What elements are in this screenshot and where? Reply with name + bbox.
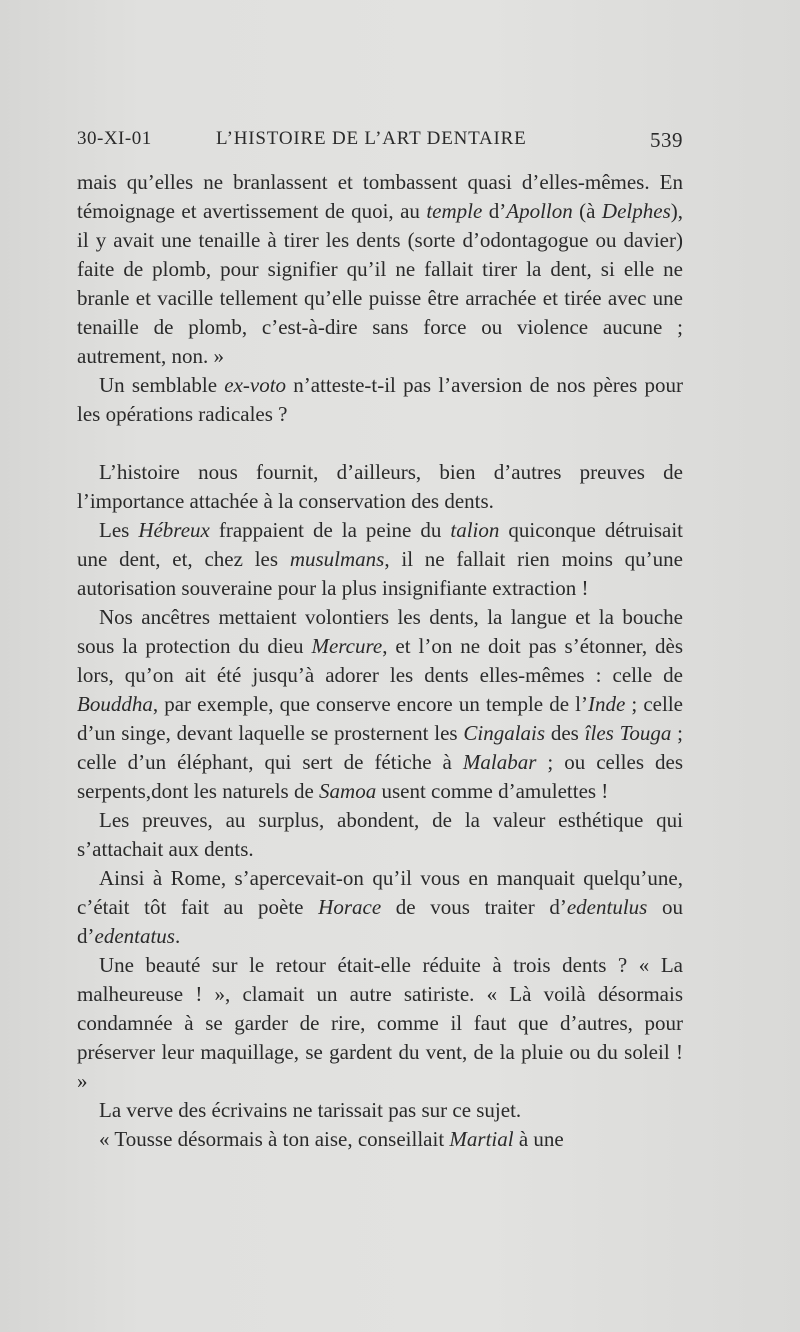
text-run: frappaient de la peine du bbox=[209, 518, 451, 542]
text-run: Les preuves, au surplus, abondent, de la valeur esthétique qui s’attachait aux dents. bbox=[77, 808, 683, 861]
italic-term: Martial bbox=[449, 1127, 514, 1151]
paragraph bbox=[77, 516, 683, 603]
text-run: ou d’ bbox=[77, 895, 683, 948]
italic-term: temple bbox=[426, 199, 483, 223]
text-run: (à bbox=[572, 199, 602, 223]
text-run: ; ou celles des serpents,dont les naturels de bbox=[77, 750, 683, 803]
text-run: Une beauté sur le retour était-elle réduite à trois dents ? « La malheureuse ! », clamait un autre satiriste. « Là voilà désormais condamnée à se garder de rire, comme il faut que d’autres, pour préserver leur maquillage, se gardent du vent, de la pluie ou du soleil ! » bbox=[77, 953, 683, 1093]
text-run: usent comme d’amulettes ! bbox=[376, 779, 609, 803]
text-run: , il ne fallait rien moins qu’une autorisation souveraine pour la plus insignifiante extraction ! bbox=[77, 547, 683, 600]
body-text bbox=[77, 168, 683, 1154]
text-run: , et l’on ne doit pas s’étonner, dès lors, qu’on ait été jusqu’à adorer les dents elles-mêmes : celle de bbox=[77, 634, 683, 687]
italic-term: talion bbox=[450, 518, 500, 542]
italic-term: Samoa bbox=[319, 779, 377, 803]
italic-term: Delphes bbox=[601, 199, 671, 223]
italic-term: Hébreux bbox=[138, 518, 210, 542]
text-run: de vous traiter d’ bbox=[381, 895, 567, 919]
italic-term: Inde bbox=[587, 692, 626, 716]
text-run: mais qu’elles ne branlassent et tombassent quasi d’elles-mêmes. En témoignage et avertissement de quoi, au bbox=[77, 170, 683, 223]
paragraph bbox=[77, 806, 683, 864]
text-run: à une bbox=[513, 1127, 564, 1151]
paragraph bbox=[77, 951, 683, 1096]
header-title: L’HISTOIRE DE L’ART DENTAIRE bbox=[216, 128, 527, 149]
italic-term: Malabar bbox=[462, 750, 537, 774]
text-run: Les bbox=[99, 518, 139, 542]
italic-term: îles Touga bbox=[584, 721, 672, 745]
italic-term: Mercure bbox=[311, 634, 383, 658]
text-run: quiconque détruisait une dent, et, chez les bbox=[77, 518, 683, 571]
italic-term: Apollon bbox=[506, 199, 573, 223]
text-run: ; celle d’un singe, devant laquelle se prosternent les bbox=[77, 692, 683, 745]
italic-term: Bouddha bbox=[77, 692, 153, 716]
text-run: d’ bbox=[482, 199, 507, 223]
text-run: La verve des écrivains ne tarissait pas sur ce sujet. bbox=[99, 1098, 522, 1122]
text-run: Nos ancêtres mettaient volontiers les dents, la langue et la bouche sous la protection du dieu bbox=[77, 605, 683, 658]
text-run: . bbox=[174, 924, 181, 948]
paragraph bbox=[77, 168, 683, 371]
paragraph bbox=[77, 371, 683, 429]
paragraph bbox=[77, 864, 683, 951]
text-run: des bbox=[545, 721, 585, 745]
paragraph bbox=[77, 1096, 683, 1125]
paragraph bbox=[77, 458, 683, 516]
text-run: , par exemple, que conserve encore un temple de l’ bbox=[152, 692, 588, 716]
italic-term: ex-voto bbox=[224, 373, 287, 397]
paragraph bbox=[77, 1125, 683, 1154]
paragraph bbox=[77, 603, 683, 806]
italic-term: edentatus bbox=[94, 924, 175, 948]
running-header bbox=[77, 128, 683, 158]
text-run: ), il y avait une tenaille à tirer les dents (sorte d’odontagogue ou davier) faite de plomb, pour signifier qu’il ne fallait tirer la dent, si elle ne branle et vacille tellement qu’elle puisse être arrachée et tirée avec une tenaille de plomb, c’est-à-dire sans force ou violence aucune ; autrement, non. » bbox=[77, 199, 683, 368]
page-number: 539 bbox=[650, 128, 683, 152]
italic-term: edentulus bbox=[566, 895, 648, 919]
text-run: ; celle d’un éléphant, qui sert de fétiche à bbox=[77, 721, 684, 774]
text-run: « Tousse désormais à ton aise, conseillait bbox=[99, 1127, 450, 1151]
text-run: Un semblable bbox=[99, 373, 225, 397]
header-date: 30-XI-01 bbox=[77, 128, 152, 149]
italic-term: musulmans bbox=[289, 547, 385, 571]
text-run: n’atteste-t-il pas l’aversion de nos pères pour les opérations radicales ? bbox=[77, 373, 683, 426]
italic-term: Cingalais bbox=[463, 721, 546, 745]
italic-term: Horace bbox=[318, 895, 382, 919]
text-run: L’histoire nous fournit, d’ailleurs, bien d’autres preuves de l’importance attachée à la conservation des dents. bbox=[77, 460, 683, 513]
text-run: Ainsi à Rome, s’apercevait-on qu’il vous en manquait quelqu’une, c’était tôt fait au poète bbox=[77, 866, 683, 919]
